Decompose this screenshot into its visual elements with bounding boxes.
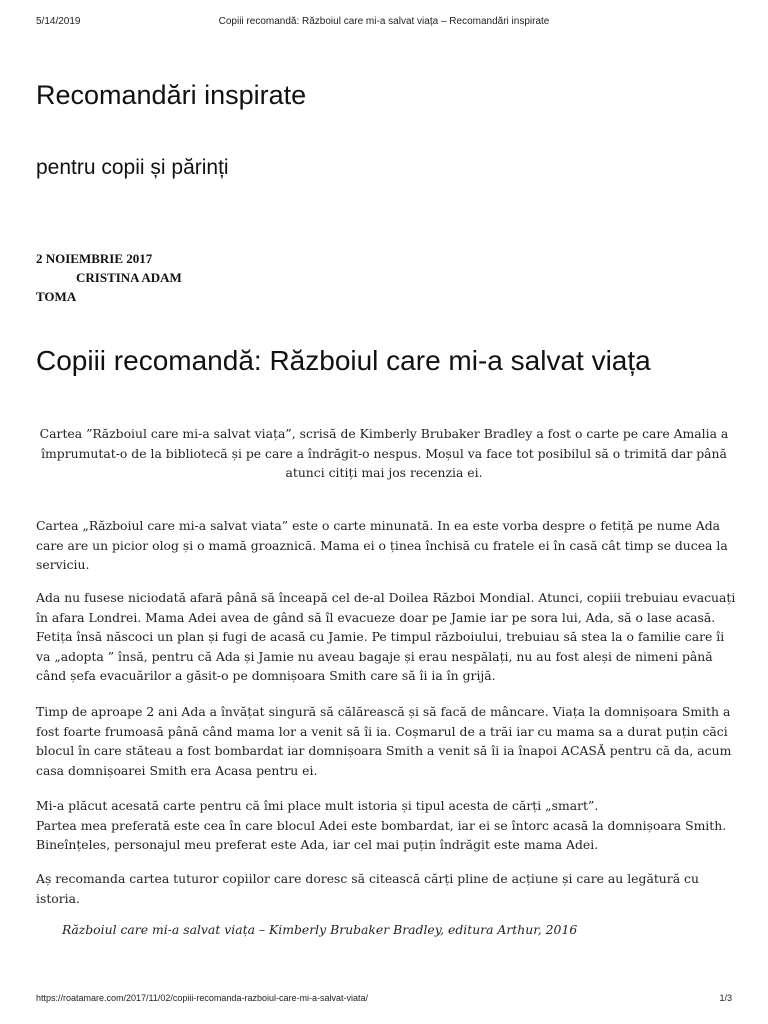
post-meta xyxy=(36,249,236,306)
print-header xyxy=(36,16,732,30)
post-paragraph: Aș recomanda cartea tuturor copiilor care doresc să citească cărți pline de acțiune și care au legătură cu istoria. xyxy=(36,871,699,906)
book-citation: Războiul care mi-a salvat viața – Kimberly Brubaker Bradley, editura Arthur, 2016 xyxy=(62,922,578,937)
post-paragraph: Mi-a plăcut acesată carte pentru că îmi place mult istoria și tipul acesta de cărți „smart”. Partea mea preferată este cea în care blocul Adei este bombardat, iar ei se întorc acasă la domnișoara Smith. Bineînțeles, personajul meu preferat este Ada, iar cel mai puțin îndrăgit este mama Adei. xyxy=(36,798,727,852)
post-paragraph: Timp de aproape 2 ani Ada a învățat singură să călărească și să facă de mâncare. Viața la domnișoara Smith a fost foarte frumoasă până când mama lor a venit să îi ia. Coșmarul de a trăi iar cu mama sa a durat puțin căci blocul în care stăteau a fost bombardat iar domnișoara Smith a venit să îi ia înapoi ACASĂ pentru că da, acum casa domnișoarei Smith era Acasa pentru ei. xyxy=(36,704,732,778)
print-page-title: Copiii recomandă: Războiul care mi-a salvat viața – Recomandări inspirate xyxy=(218,16,550,27)
post-intro: Cartea ”Războiul care mi-a salvat viața”, scrisă de Kimberly Brubaker Bradley a fost o carte pe care Amalia a împrumutat-o de la bibliotecă și pe care a îndrăgit-o nespus. Moșul va face tot posibilul să o trimită dar până atunci citiți mai jos recenzia ei. xyxy=(39,426,729,480)
print-url: https://roatamare.com/2017/11/02/copiii-recomanda-razboiul-care-mi-a-salvat-viata/ xyxy=(36,993,368,1003)
post-paragraph: Ada nu fusese niciodată afară până să înceapă cel de-al Doilea Război Mondial. Atunci, copiii trebuiau evacuați în afara Londrei. Mama Adei avea de gând să îl evacueze doar pe Jamie iar pe sora lui, Ada, să o lase acasă. Fetița însă născoci un plan și fugi de acasă cu Jamie. Pe timpul războiului, trebuiau să stea la o familie care îi va „adopta ” însă, pentru că Ada și Jamie nu aveau bagaje și erau nespălați, nu au fost aleși de nimeni până când șefa evacuărilor a găsit-o pe domnișoara Smith care să îi ia în grijă. xyxy=(36,590,736,683)
post-paragraph: Cartea „Războiul care mi-a salvat viata” este o carte minunată. In ea este vorba despre o fetiță pe nume Ada care are un picior olog și o mamă groaznică. Mama ei o ținea închisă cu fratele ei în casă cât timp se ducea la serviciu. xyxy=(36,518,728,572)
site-title[interactable]: Recomandări inspirate xyxy=(36,80,307,110)
post-author-last[interactable]: TOMA xyxy=(36,289,77,304)
post-author-first[interactable]: CRISTINA ADAM xyxy=(76,270,182,285)
page-number: 1/3 xyxy=(719,993,732,1003)
post-title: Copiii recomandă: Războiul care mi-a salvat viața xyxy=(36,345,651,376)
post-date[interactable]: 2 NOIEMBRIE 2017 xyxy=(36,251,153,266)
site-tagline: pentru copii și părinți xyxy=(36,156,229,179)
print-footer xyxy=(36,993,732,1007)
print-date: 5/14/2019 xyxy=(36,16,81,27)
